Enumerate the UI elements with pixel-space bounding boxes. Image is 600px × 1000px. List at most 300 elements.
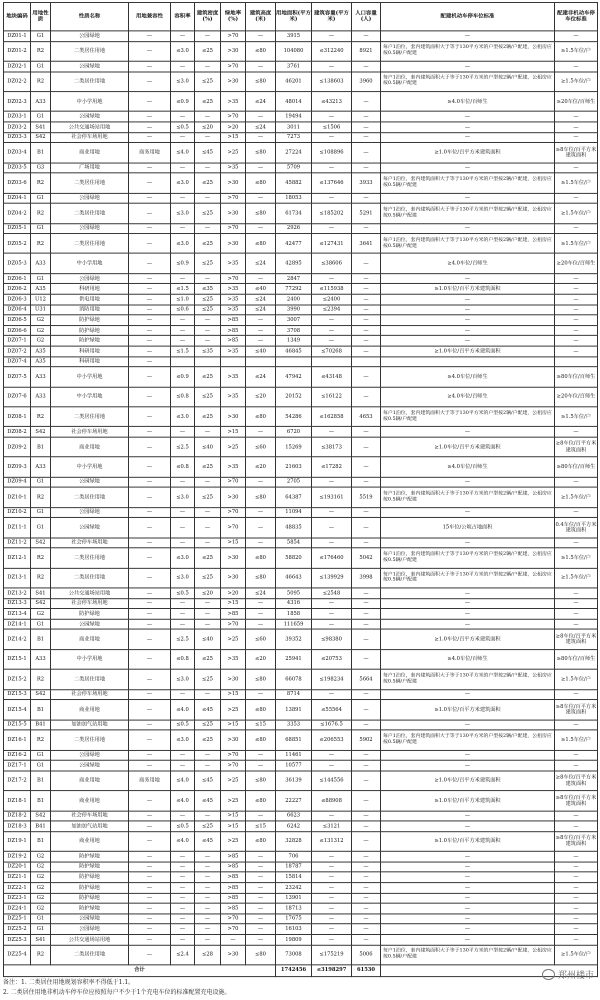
cell-green-ratio: >30 bbox=[221, 568, 246, 588]
cell-parcel-code: DZ10-1 bbox=[4, 487, 31, 507]
cell-land-use: G2 bbox=[31, 609, 51, 619]
cell-compatibility: — bbox=[129, 325, 171, 335]
cell-bike-parking: — bbox=[555, 61, 598, 71]
cell-population: — bbox=[352, 924, 381, 934]
cell-land-use: G1 bbox=[31, 223, 51, 233]
cell-parcel-code: DZ03-4 bbox=[4, 143, 31, 163]
cell-height: ≤80 bbox=[246, 548, 276, 568]
table-row bbox=[4, 305, 598, 315]
cell-use-name: 公园绿地 bbox=[51, 914, 129, 924]
cell-car-parking: — bbox=[381, 821, 555, 831]
header-height: 建筑高度(米) bbox=[246, 2, 276, 30]
header-population: 人口容量(人) bbox=[352, 2, 381, 30]
cell-green-ratio: >70 bbox=[221, 619, 246, 629]
table-row bbox=[4, 518, 598, 538]
cell-green-ratio: >85 bbox=[221, 851, 246, 861]
cell-green-ratio: >30 bbox=[221, 203, 246, 223]
cell-land-area bbox=[276, 357, 312, 367]
cell-height: — bbox=[246, 851, 276, 861]
cell-land-area: 8714 bbox=[276, 689, 312, 699]
cell-green-ratio: >35 bbox=[221, 457, 246, 477]
cell-green-ratio: >30 bbox=[221, 173, 246, 193]
cell-population: — bbox=[352, 700, 381, 720]
cell-land-use: B1 bbox=[31, 771, 51, 791]
cell-far: ≤0.9 bbox=[171, 254, 195, 274]
cell-land-area: 3990 bbox=[276, 305, 312, 315]
table-row bbox=[4, 598, 598, 608]
cell-height: ≤60 bbox=[246, 630, 276, 650]
cell-height: — bbox=[246, 934, 276, 944]
cell-bike-parking: — bbox=[555, 315, 598, 325]
cell-land-area: 13901 bbox=[276, 893, 312, 903]
cell-land-area: 2847 bbox=[276, 274, 312, 284]
cell-far: ≤3.0 bbox=[171, 234, 195, 254]
cell-capacity: ≤108896 bbox=[312, 143, 352, 163]
cell-height: — bbox=[246, 427, 276, 437]
cell-capacity: — bbox=[312, 112, 352, 122]
cell-population: — bbox=[352, 649, 381, 669]
cell-car-parking: 每户1泊位，套内建筑面积大于等于130平方米的户型按2辆/户配建，公租房应按0.5辆/户配建 bbox=[381, 234, 555, 254]
cell-land-area: 48835 bbox=[276, 518, 312, 538]
cell-compatibility: — bbox=[129, 872, 171, 882]
cell-land-area: 73008 bbox=[276, 945, 312, 965]
cell-density: ≤20 bbox=[195, 588, 221, 598]
cell-capacity: — bbox=[312, 61, 352, 71]
cell-land-use: S42 bbox=[31, 538, 51, 548]
cell-capacity: — bbox=[312, 325, 352, 335]
cell-compatibility: — bbox=[129, 720, 171, 730]
cell-parcel-code: DZ04-2 bbox=[4, 203, 31, 223]
cell-use-name: 防护绿地 bbox=[51, 315, 129, 325]
cell-parcel-code: DZ02-3 bbox=[4, 92, 31, 112]
cell-density: ≤25 bbox=[195, 821, 221, 831]
cell-bike-parking: ≥80车位/百师生 bbox=[555, 457, 598, 477]
cell-capacity: — bbox=[312, 507, 352, 517]
cell-parcel-code: DZ16-2 bbox=[4, 750, 31, 760]
cell-population: — bbox=[352, 791, 381, 811]
cell-height: ≤24 bbox=[246, 588, 276, 598]
cell-far: — bbox=[171, 325, 195, 335]
cell-far: ≤3.0 bbox=[171, 487, 195, 507]
cell-land-use: A33 bbox=[31, 387, 51, 407]
cell-parcel-code: DZ24-1 bbox=[4, 903, 31, 913]
cell-population: — bbox=[352, 893, 381, 903]
cell-density: ≤25 bbox=[195, 173, 221, 193]
cell-land-use: R2 bbox=[31, 487, 51, 507]
cell-population: — bbox=[352, 325, 381, 335]
cell-far: — bbox=[171, 893, 195, 903]
cell-land-use: G2 bbox=[31, 903, 51, 913]
cell-far: — bbox=[171, 914, 195, 924]
cell-parcel-code: DZ15-1 bbox=[4, 649, 31, 669]
cell-height: — bbox=[246, 689, 276, 699]
cell-green-ratio: >30 bbox=[221, 72, 246, 92]
cell-use-name: 防护绿地 bbox=[51, 893, 129, 903]
cell-bike-parking: ≥20车位/百师生 bbox=[555, 387, 598, 407]
cell-parcel-code: DZ06-3 bbox=[4, 294, 31, 304]
cell-green-ratio: >70 bbox=[221, 193, 246, 203]
cell-capacity: ≤2400 bbox=[312, 294, 352, 304]
cell-green-ratio: >25 bbox=[221, 831, 246, 851]
cell-density: — bbox=[195, 325, 221, 335]
cell-land-area: 54286 bbox=[276, 407, 312, 427]
cell-land-area: 45882 bbox=[276, 173, 312, 193]
table-row bbox=[4, 294, 598, 304]
cell-use-name: 社会停车场用地 bbox=[51, 689, 129, 699]
table-row bbox=[4, 254, 598, 274]
cell-population: 5042 bbox=[352, 548, 381, 568]
cell-compatibility: — bbox=[129, 548, 171, 568]
table-row bbox=[4, 234, 598, 254]
cell-population: — bbox=[352, 689, 381, 699]
cell-density: ≤25 bbox=[195, 407, 221, 427]
cell-density: ≤25 bbox=[195, 730, 221, 750]
cell-compatibility: — bbox=[129, 831, 171, 851]
cell-parcel-code: DZ10-2 bbox=[4, 507, 31, 517]
cell-car-parking: — bbox=[381, 720, 555, 730]
cell-bike-parking: ≥1.5车位/户 bbox=[555, 234, 598, 254]
cell-population: 8921 bbox=[352, 41, 381, 61]
cell-use-name: 商业用地 bbox=[51, 630, 129, 650]
cell-car-parking: ≥1.0车位/百平方米建筑面积 bbox=[381, 437, 555, 457]
cell-car-parking: — bbox=[381, 122, 555, 132]
cell-population: 4653 bbox=[352, 407, 381, 427]
cell-height: ≤24 bbox=[246, 122, 276, 132]
cell-land-area: 48014 bbox=[276, 92, 312, 112]
cell-height: ≤20 bbox=[246, 457, 276, 477]
header-land-use: 用地性质 bbox=[31, 2, 51, 30]
cell-far: ≤2.5 bbox=[171, 630, 195, 650]
cell-population: — bbox=[352, 538, 381, 548]
cell-land-area: 3011 bbox=[276, 122, 312, 132]
cell-population: — bbox=[352, 609, 381, 619]
cell-height: — bbox=[246, 315, 276, 325]
cell-compatibility: — bbox=[129, 122, 171, 132]
cell-height: ≤20 bbox=[246, 649, 276, 669]
table-row bbox=[4, 407, 598, 427]
cell-density: ≤35 bbox=[195, 346, 221, 356]
cell-compatibility: — bbox=[129, 649, 171, 669]
cell-capacity: — bbox=[312, 689, 352, 699]
cell-density: ≤25 bbox=[195, 367, 221, 387]
cell-density: ≤25 bbox=[195, 72, 221, 92]
cell-compatibility: — bbox=[129, 630, 171, 650]
header-bike-parking: 配建非机动车停车位标准 bbox=[555, 2, 598, 30]
cell-compatibility: — bbox=[129, 507, 171, 517]
cell-car-parking: — bbox=[381, 315, 555, 325]
cell-car-parking: 每户1泊位，套内建筑面积大于等于130平方米的户型按2辆/户配建，公租房应按0.5辆/户配建 bbox=[381, 72, 555, 92]
cell-parcel-code: DZ01-2 bbox=[4, 41, 31, 61]
cell-capacity: — bbox=[312, 883, 352, 893]
cell-use-name: 二类居住用地 bbox=[51, 669, 129, 689]
cell-use-name: 二类居住用地 bbox=[51, 945, 129, 965]
cell-green-ratio: >30 bbox=[221, 730, 246, 750]
cell-car-parking: 每户1泊位，套内建筑面积大于等于130平方米的户型按2辆/户配建，公租房应按0.5辆/户配建 bbox=[381, 730, 555, 750]
cell-land-area: 6623 bbox=[276, 811, 312, 821]
cell-capacity: ≤1506 bbox=[312, 122, 352, 132]
cell-parcel-code: DZ07-5 bbox=[4, 367, 31, 387]
cell-density: — bbox=[195, 538, 221, 548]
cell-far: ≤3.0 bbox=[171, 407, 195, 427]
cell-bike-parking: — bbox=[555, 163, 598, 173]
cell-capacity: ≤38606 bbox=[312, 254, 352, 274]
cell-population: — bbox=[352, 427, 381, 437]
cell-bike-parking: — bbox=[555, 934, 598, 944]
cell-population: 3998 bbox=[352, 568, 381, 588]
cell-population: — bbox=[352, 437, 381, 457]
cell-density: ≤45 bbox=[195, 791, 221, 811]
cell-far: ≤3.0 bbox=[171, 548, 195, 568]
cell-parcel-code: DZ11-1 bbox=[4, 518, 31, 538]
cell-bike-parking: — bbox=[555, 851, 598, 861]
cell-parcel-code: DZ15-2 bbox=[4, 669, 31, 689]
cell-green-ratio: >25 bbox=[221, 700, 246, 720]
cell-parcel-code: DZ12-1 bbox=[4, 548, 31, 568]
cell-green-ratio: >85 bbox=[221, 336, 246, 346]
cell-density: — bbox=[195, 903, 221, 913]
cell-green-ratio: >35 bbox=[221, 367, 246, 387]
cell-use-name: 二类居住用地 bbox=[51, 203, 129, 223]
cell-green-ratio: >85 bbox=[221, 872, 246, 882]
cell-population: — bbox=[352, 934, 381, 944]
cell-density bbox=[195, 357, 221, 367]
cell-capacity: ≤20753 bbox=[312, 649, 352, 669]
cell-capacity: — bbox=[312, 193, 352, 203]
cell-land-area: 111659 bbox=[276, 619, 312, 629]
cell-far: ≤4.0 bbox=[171, 771, 195, 791]
cell-parcel-code: DZ08-1 bbox=[4, 407, 31, 427]
cell-use-name: 社会停车场用地 bbox=[51, 132, 129, 142]
cell-density: ≤25 bbox=[195, 305, 221, 315]
cell-population: — bbox=[352, 387, 381, 407]
cell-capacity: ≤162858 bbox=[312, 407, 352, 427]
cell-car-parking: 每户1泊位，套内建筑面积大于等于130平方米的户型按2辆/户配建，公租房应按0.5辆/户配建 bbox=[381, 203, 555, 223]
header-land-area: 用地面积(平方米) bbox=[276, 2, 312, 30]
cell-land-area: 11461 bbox=[276, 750, 312, 760]
cell-parcel-code: DZ22-1 bbox=[4, 883, 31, 893]
cell-compatibility: — bbox=[129, 883, 171, 893]
cell-land-area: 2705 bbox=[276, 477, 312, 487]
table-row bbox=[4, 630, 598, 650]
cell-use-name: 科研用地 bbox=[51, 357, 129, 367]
cell-compatibility: — bbox=[129, 487, 171, 507]
cell-car-parking: — bbox=[381, 305, 555, 315]
cell-land-use: G1 bbox=[31, 750, 51, 760]
cell-far: — bbox=[171, 862, 195, 872]
cell-density: — bbox=[195, 132, 221, 142]
watermark bbox=[542, 968, 594, 981]
cell-car-parking: — bbox=[381, 750, 555, 760]
table-row bbox=[4, 903, 598, 913]
cell-land-use: S41 bbox=[31, 934, 51, 944]
cell-density: ≤25 bbox=[195, 487, 221, 507]
cell-car-parking: — bbox=[381, 427, 555, 437]
table-row bbox=[4, 487, 598, 507]
cell-compatibility: — bbox=[129, 203, 171, 223]
cell-land-area: 42895 bbox=[276, 254, 312, 274]
cell-bike-parking: — bbox=[555, 122, 598, 132]
cell-bike-parking: ≥20车位/百师生 bbox=[555, 92, 598, 112]
cell-use-name: 二类居住用地 bbox=[51, 407, 129, 427]
cell-car-parking: — bbox=[381, 924, 555, 934]
cell-use-name: 供电用地 bbox=[51, 294, 129, 304]
cell-capacity: — bbox=[312, 132, 352, 142]
table-row bbox=[4, 92, 598, 112]
cell-bike-parking: — bbox=[555, 903, 598, 913]
cell-compatibility: 商务用地 bbox=[129, 771, 171, 791]
cell-density: — bbox=[195, 315, 221, 325]
cell-population: — bbox=[352, 750, 381, 760]
table-row bbox=[4, 223, 598, 233]
cell-bike-parking: — bbox=[555, 720, 598, 730]
cell-bike-parking: ≥8车位/百平方米建筑面积 bbox=[555, 630, 598, 650]
header-compatibility: 用地兼容性 bbox=[129, 2, 171, 30]
cell-height: — bbox=[246, 893, 276, 903]
cell-capacity: ≤115938 bbox=[312, 284, 352, 294]
cell-use-name: 二类居住用地 bbox=[51, 548, 129, 568]
table-row bbox=[4, 821, 598, 831]
cell-compatibility: — bbox=[129, 193, 171, 203]
cell-far: — bbox=[171, 924, 195, 934]
cell-far: ≤2.5 bbox=[171, 437, 195, 457]
cell-land-use: A35 bbox=[31, 346, 51, 356]
cell-compatibility: — bbox=[129, 821, 171, 831]
cell-bike-parking: — bbox=[555, 689, 598, 699]
total-land-area: 1742456 bbox=[276, 965, 312, 977]
cell-height: — bbox=[246, 336, 276, 346]
cell-land-use: B1 bbox=[31, 700, 51, 720]
cell-use-name: 商业用地 bbox=[51, 700, 129, 720]
cell-compatibility: 商务用地 bbox=[129, 143, 171, 163]
cell-parcel-code: DZ01-1 bbox=[4, 31, 31, 41]
cell-bike-parking: ≥1.5车位/户 bbox=[555, 730, 598, 750]
cell-far: ≤0.8 bbox=[171, 649, 195, 669]
cell-compatibility: — bbox=[129, 173, 171, 193]
cell-car-parking: — bbox=[381, 903, 555, 913]
cell-compatibility: — bbox=[129, 598, 171, 608]
cell-compatibility: — bbox=[129, 254, 171, 274]
cell-land-area: 15814 bbox=[276, 872, 312, 882]
cell-parcel-code: DZ06-4 bbox=[4, 305, 31, 315]
cell-land-area: 18713 bbox=[276, 903, 312, 913]
cell-green-ratio: >85 bbox=[221, 315, 246, 325]
cell-far: — bbox=[171, 811, 195, 821]
header-capacity: 建筑容量(平方米) bbox=[312, 2, 352, 30]
cell-population: — bbox=[352, 771, 381, 791]
cell-population: — bbox=[352, 336, 381, 346]
table-row bbox=[4, 568, 598, 588]
cell-parcel-code: DZ14-1 bbox=[4, 619, 31, 629]
cell-density: — bbox=[195, 872, 221, 882]
cell-compatibility: — bbox=[129, 477, 171, 487]
cell-density: — bbox=[195, 750, 221, 760]
cell-land-use: R2 bbox=[31, 173, 51, 193]
cell-land-area: 3007 bbox=[276, 315, 312, 325]
cell-land-use: A33 bbox=[31, 457, 51, 477]
cell-population: — bbox=[352, 831, 381, 851]
cell-use-name: 二类居住用地 bbox=[51, 173, 129, 193]
cell-car-parking: ≥1.0车位/百平方米建筑面积 bbox=[381, 143, 555, 163]
cell-capacity: ≤206553 bbox=[312, 730, 352, 750]
table-row bbox=[4, 346, 598, 356]
cell-green-ratio: >85 bbox=[221, 609, 246, 619]
cell-green-ratio: >15 bbox=[221, 427, 246, 437]
cell-density: — bbox=[195, 274, 221, 284]
cell-population: — bbox=[352, 193, 381, 203]
cell-parcel-code: DZ19-2 bbox=[4, 851, 31, 861]
cell-bike-parking: — bbox=[555, 609, 598, 619]
table-row bbox=[4, 203, 598, 223]
cell-use-name: 二类居住用地 bbox=[51, 72, 129, 92]
cell-compatibility: — bbox=[129, 234, 171, 254]
cell-bike-parking: ≥1.5车位/户 bbox=[555, 568, 598, 588]
cell-density: ≤45 bbox=[195, 700, 221, 720]
cell-bike-parking: — bbox=[555, 427, 598, 437]
cell-bike-parking: — bbox=[555, 619, 598, 629]
cell-population: — bbox=[352, 305, 381, 315]
cell-green-ratio: >85 bbox=[221, 893, 246, 903]
cell-green-ratio: >70 bbox=[221, 760, 246, 770]
cell-land-area: 1349 bbox=[276, 336, 312, 346]
cell-far: ≤3.0 bbox=[171, 41, 195, 61]
cell-bike-parking: — bbox=[555, 821, 598, 831]
cell-density: — bbox=[195, 112, 221, 122]
cell-land-use: S42 bbox=[31, 689, 51, 699]
cell-population: — bbox=[352, 811, 381, 821]
cell-land-area: 64387 bbox=[276, 487, 312, 507]
cell-land-use: A33 bbox=[31, 649, 51, 669]
cell-compatibility: — bbox=[129, 132, 171, 142]
cell-land-use: A35 bbox=[31, 357, 51, 367]
cell-use-name: 公园绿地 bbox=[51, 223, 129, 233]
cell-bike-parking: — bbox=[555, 760, 598, 770]
cell-height: — bbox=[246, 132, 276, 142]
cell-population: — bbox=[352, 274, 381, 284]
cell-land-area: 6242 bbox=[276, 821, 312, 831]
cell-bike-parking: — bbox=[555, 274, 598, 284]
cell-density: — bbox=[195, 336, 221, 346]
cell-green-ratio: >20 bbox=[221, 122, 246, 132]
cell-parcel-code: DZ07-1 bbox=[4, 336, 31, 346]
cell-land-use: G1 bbox=[31, 31, 51, 41]
cell-parcel-code: DZ03-5 bbox=[4, 163, 31, 173]
cell-far: — bbox=[171, 112, 195, 122]
cell-parcel-code: DZ05-1 bbox=[4, 223, 31, 233]
cell-use-name: 公园绿地 bbox=[51, 274, 129, 284]
cell-height: ≤20 bbox=[246, 387, 276, 407]
cell-compatibility: — bbox=[129, 538, 171, 548]
cell-bike-parking: ≥8车位/百平方米建筑面积 bbox=[555, 791, 598, 811]
cell-green-ratio: >15 bbox=[221, 821, 246, 831]
table-row bbox=[4, 831, 598, 851]
cell-green-ratio: >85 bbox=[221, 903, 246, 913]
cell-green-ratio: >85 bbox=[221, 862, 246, 872]
cell-parcel-code: DZ13-4 bbox=[4, 609, 31, 619]
cell-far: ≤3.0 bbox=[171, 669, 195, 689]
cell-population: 5291 bbox=[352, 203, 381, 223]
cell-use-name: 科研用地 bbox=[51, 284, 129, 294]
cell-compatibility: — bbox=[129, 357, 171, 367]
cell-parcel-code: DZ15-3 bbox=[4, 689, 31, 699]
cell-green-ratio: >35 bbox=[221, 387, 246, 407]
table-row bbox=[4, 387, 598, 407]
cell-green-ratio: >85 bbox=[221, 883, 246, 893]
cell-use-name: 商业用地 bbox=[51, 791, 129, 811]
table-row bbox=[4, 274, 598, 284]
cell-car-parking: ≥4.0车位/百师生 bbox=[381, 254, 555, 274]
cell-density: — bbox=[195, 914, 221, 924]
cell-car-parking: ≥1.0车位/百平方米建筑面积 bbox=[381, 771, 555, 791]
